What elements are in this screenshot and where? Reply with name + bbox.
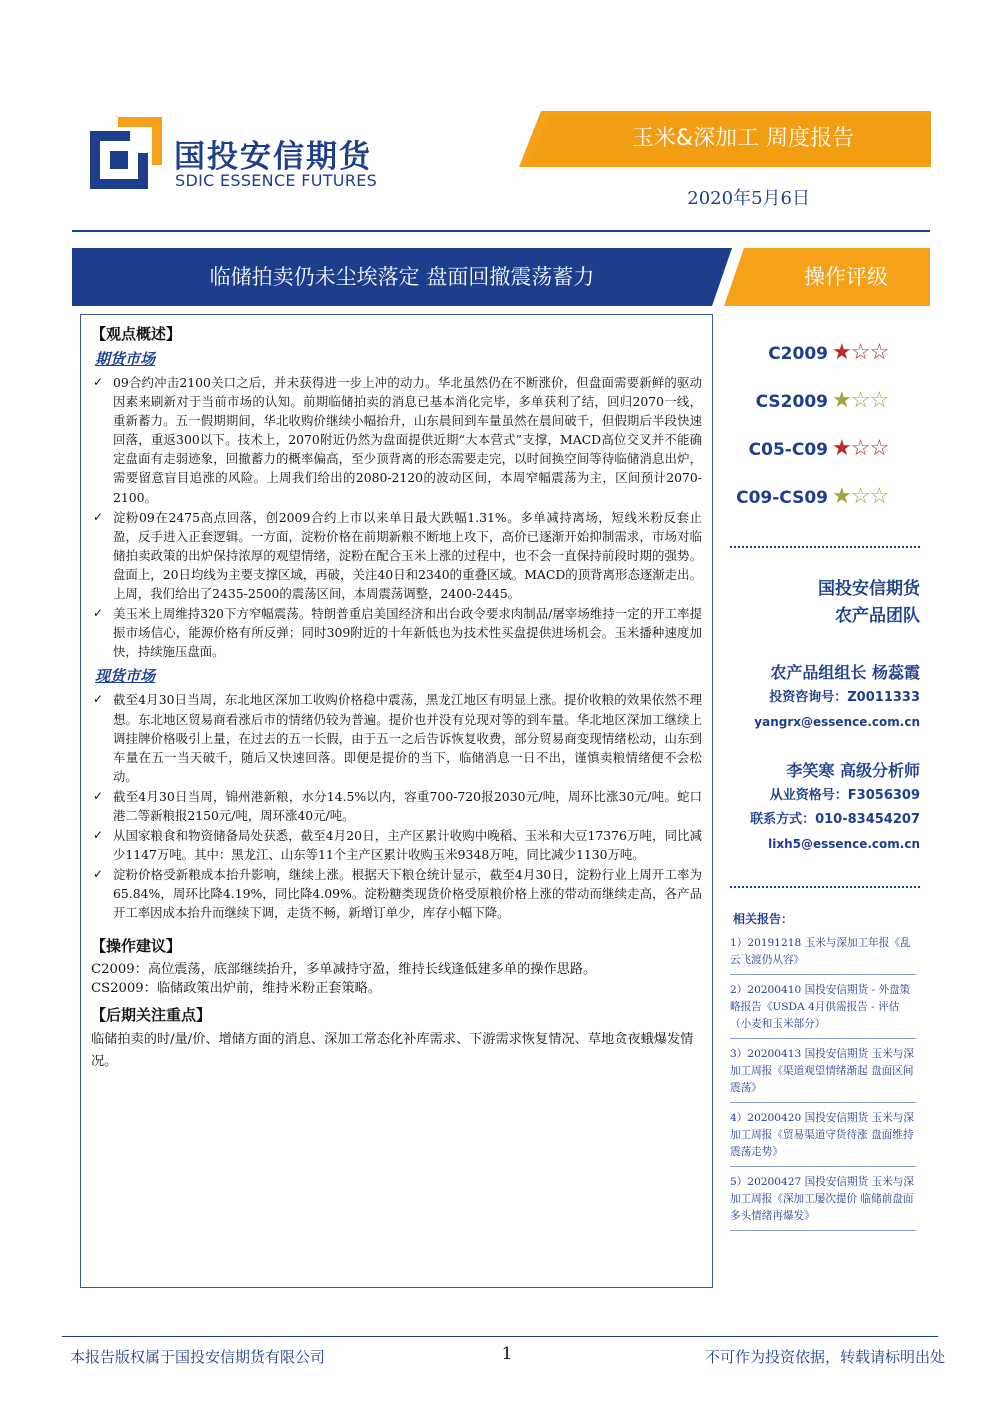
sidebar-divider: [730, 886, 920, 888]
report-type-banner: [519, 111, 931, 167]
advice-line-cs2009: CS2009：临储政策出炉前，维持米粉正套策略。: [91, 980, 382, 996]
rating-row-cs2009: [728, 386, 928, 434]
company-logo: [90, 117, 390, 192]
rating-row-c2009: [728, 338, 928, 386]
report-date: 2020年5月6日: [687, 188, 810, 209]
related-report-item[interactable]: 1）20191218 玉米与深加工年报《乱云飞渡仍从容》: [730, 934, 916, 975]
overview-heading: 【观点概述】: [91, 325, 182, 343]
ratings-panel: [728, 338, 928, 530]
contact-analyst-1: [700, 660, 920, 734]
star-empty-icon: ☆☆: [850, 436, 889, 461]
rating-stars: [832, 340, 888, 365]
check-icon: ✓: [93, 509, 104, 524]
list-item: ✓ 淀粉09在2475高点回落，创2009合约上市以来单日最大跌幅1.31%。多单减持离场，短线米粉反套止盈，反手进入正套逻辑。一方面，淀粉价格在前期新粮不断地上攻下，高价已逐渐开始抑制需求，市场对临储拍卖政策的出炉保持浓厚的观望情绪，淀粉在配合玉米上涨的过程中，也不会一直保持前段时期的强势。盘面上，20日均线为主要支撑区域，再破，关注40日和2340的重叠区域。MACD的顶背离形态逐渐走出。上周，我们给出了2435-2500的震荡区间，本周震荡调整，2400-2445。: [93, 509, 702, 602]
team-name: 农产品团队: [835, 606, 920, 626]
page-number: 1: [501, 1344, 513, 1364]
list-item: ✓ 淀粉价格受新粮成本抬升影响，继续上涨。根据天下粮仓统计显示，截至4月30日，淀粉行业上周开工率为65.84%，周环比降4.19%，同比降4.09%。淀粉糖类现货价格受原粮价格上涨的带动而继续走高，各产品开工率因成本抬升而继续下调，走货不畅，新增订单少，库存小幅下降。: [93, 867, 702, 921]
star-empty-icon: ☆☆: [850, 484, 889, 509]
rating-row-c09-cs09: [728, 482, 928, 530]
analyst-license: 投资咨询号：Z0011333: [769, 690, 920, 705]
sidebar-divider: [730, 546, 920, 548]
related-reports-list: [730, 934, 916, 1237]
check-icon: ✓: [93, 867, 104, 882]
main-content-box: [80, 314, 713, 1288]
star-filled-icon: ★: [832, 436, 851, 461]
star-filled-icon: ★: [832, 340, 851, 365]
analyst-license: 从业资格号：F3056309: [769, 788, 920, 803]
spot-market-heading: 现货市场: [95, 667, 156, 686]
spot-list: [91, 690, 702, 922]
rating-row-c05-c09: [728, 434, 928, 482]
footer-divider: [62, 1336, 938, 1337]
rating-label: 操作评级: [804, 265, 888, 289]
futures-list: [91, 373, 702, 661]
check-icon: ✓: [93, 692, 104, 707]
star-empty-icon: ☆☆: [850, 340, 889, 365]
title-banner: [72, 248, 930, 306]
check-icon: ✓: [93, 788, 104, 803]
list-item: ✓ 截至4月30日当周，锦州港新粮，水分14.5%以内，容重700-720报2030元/吨，周环比涨30元/吨。蛇口港二等新粮报2150元/吨，周环涨40元/吨。: [93, 788, 702, 823]
list-item: ✓ 从国家粮食和物资储备局处获悉，截至4月20日，主产区累计收购中晚稻、玉米和大豆17376万吨，同比减少1147万吨。其中：黑龙江、山东等11个主产区累计收购玉米9348万吨，同比减少1130万吨。: [93, 828, 702, 863]
star-filled-icon: ★: [832, 484, 851, 509]
analyst-name: 农产品组组长 杨蕊霞: [770, 663, 920, 682]
analyst-email[interactable]: lixh5@essence.com.cn: [768, 837, 920, 851]
list-item: ✓ 美玉米上周维持320下方窄幅震荡。特朗普重启美国经济和出台政令要求肉制品/屠宰场维持一定的开工率提振市场信心，能源价格有所反弹；同时309附近的十年新低也为技术性买盘提供进场机会。玉米播种速度加快，持续施压盘面。: [93, 606, 702, 660]
focus-heading: 【后期关注重点】: [91, 1005, 212, 1024]
star-filled-icon: ★: [832, 388, 851, 413]
contact-analyst-2: [700, 758, 920, 856]
team-company: 国投安信期货: [818, 579, 920, 599]
focus-text: 临储拍卖的时/量/价、增储方面的消息、深加工常态化补库需求、下游需求恢复情况、草地贪夜蛾爆发情况。: [91, 1031, 694, 1069]
rating-code: C05-C09: [748, 440, 828, 460]
logo-chinese-name: 国投安信期货: [174, 139, 372, 175]
rating-stars: [832, 388, 888, 413]
check-icon: ✓: [93, 375, 104, 389]
futures-market-heading: 期货市场: [95, 350, 156, 368]
rating-stars: [832, 436, 888, 461]
list-item: ✓ 09合约冲击2100关口之后，并未获得进一步上冲的动力。华北虽然仍在不断涨价，但盘面需要新鲜的驱动因素来刷新对于当前市场的认知。前期临储拍卖的消息已基本消化完毕，多单获利了结，回归2070一线，重新蓄力。五一假期期间，华北收购价继续小幅抬升，山东晨间到车量虽然在晨间破千，但假期后半段快速回落，重返300以下。技术上，2070附近仍然为盘面提供近期“大本营式”支撑，MACD高位交叉并不能确定盘面有走弱迹象，回撤蓄力的概率偏高，至少顶背离的形态需要走完，以时间换空间等待临储消息出炉，需要留意盲目追涨的风险。上周我们给出的2080-2120的波动区间，本周窄幅震荡为主，区间预计2070-2100。: [93, 375, 702, 505]
report-type-label: 玉米&深加工 周度报告: [631, 126, 855, 151]
team-block: [730, 576, 920, 630]
advice-line-c2009: C2009：高位震荡，底部继续抬升，多单减持守盈，维持长线逢低建多单的操作思路。: [91, 961, 597, 977]
list-item: ✓ 截至4月30日当周，东北地区深加工收购价格稳中震荡，黑龙江地区有明显上涨。提价收粮的效果依然不理想。东北地区贸易商看涨后市的情绪仍较为普遍。提价也并没有兑现对等的到车量。华北地区深加工继续上调挂牌价格吸引上量，在过去的五一长假，由于五一之后告诉恢复收费，部分贸易商变现情绪松动，山东到车量在五一当天破千，随后又快速回落。即便是提价的当下，临储消息一日不出，谨慎卖粮情绪便不会松动。: [93, 692, 702, 784]
analyst-name: 李笑寒 高级分析师: [786, 761, 920, 780]
related-reports-heading: 相关报告：: [733, 912, 794, 926]
advice-heading: 【操作建议】: [91, 936, 182, 955]
logo-english-name: SDIC ESSENCE FUTURES: [175, 171, 378, 190]
header-divider: [72, 230, 930, 232]
analyst-phone: 联系方式：010-83454207: [750, 812, 920, 827]
star-empty-icon: ☆☆: [850, 388, 889, 413]
check-icon: ✓: [93, 828, 104, 843]
related-report-item[interactable]: 3）20200413 国投安信期货 玉米与深加工周报《渠道观望情绪渐起 盘面区间震荡》: [730, 1045, 916, 1103]
footer-copyright: 本报告版权属于国投安信期货有限公司: [70, 1348, 326, 1366]
rating-code: C2009: [768, 344, 828, 364]
analyst-email[interactable]: yangrx@essence.com.cn: [754, 715, 920, 729]
related-report-item[interactable]: 2）20200410 国投安信期货 - 外盘策略报告《USDA 4月供需报告 - 评估（小麦和玉米部分）: [730, 981, 916, 1039]
rating-code: CS2009: [755, 392, 828, 412]
related-report-item[interactable]: 5）20200427 国投安信期货 玉米与深加工周报《深加工屡次提价 临储前盘面多头情绪再爆发》: [730, 1173, 916, 1231]
rating-stars: [832, 484, 888, 509]
check-icon: ✓: [93, 606, 104, 621]
report-title: 临储拍卖仍未尘埃落定 盘面回撤震荡蓄力: [209, 265, 595, 289]
rating-code: C09-CS09: [736, 488, 828, 508]
related-report-item[interactable]: 4）20200420 国投安信期货 玉米与深加工周报《贸易渠道守货待涨 盘面维持震荡走势》: [730, 1109, 916, 1167]
footer-disclaimer: 不可作为投资依据，转载请标明出处: [704, 1348, 945, 1366]
logo-mark-icon: [90, 117, 162, 189]
